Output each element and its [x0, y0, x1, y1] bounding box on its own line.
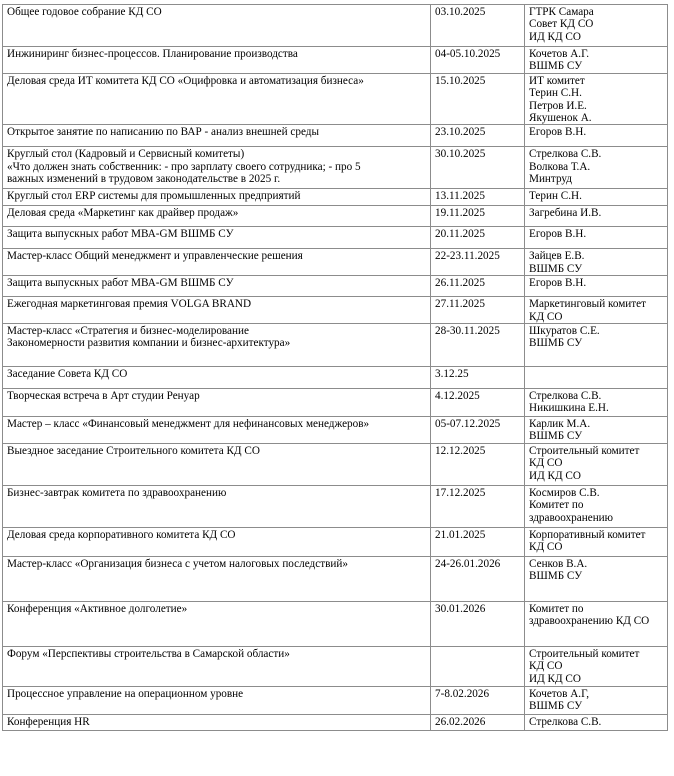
date-cell	[431, 646, 525, 686]
event-cell	[3, 47, 431, 74]
responsible-cell	[525, 646, 668, 686]
responsible-cell	[525, 556, 668, 601]
table-row	[3, 527, 668, 556]
table-row	[3, 714, 668, 730]
responsible-cell	[525, 601, 668, 646]
table-row	[3, 227, 668, 249]
date-cell	[431, 189, 525, 206]
event-text: Круглый стол (Кадровый и Сервисный комитеты)	[7, 148, 245, 161]
table-row	[3, 73, 668, 125]
responsible-text: Строительный комитет	[529, 444, 640, 457]
responsible-text: Строительный комитет	[529, 647, 640, 660]
event-text: Мастер-класс «Организация бизнеса с учетом налоговых последствий»	[7, 557, 348, 570]
table-row	[3, 189, 668, 206]
date-cell	[431, 485, 525, 527]
responsible-text: Карлик М.А.	[529, 418, 591, 431]
event-cell	[3, 527, 431, 556]
responsible-text: Егоров В.Н.	[529, 126, 587, 139]
responsible-text: ИД КД СО	[529, 30, 581, 43]
responsible-text: Шкуратов С.Е.	[529, 325, 600, 338]
table-row	[3, 206, 668, 227]
events-table-body	[3, 5, 668, 731]
responsible-cell	[525, 443, 668, 485]
responsible-cell	[525, 417, 668, 444]
event-cell	[3, 147, 431, 189]
date-cell	[431, 297, 525, 324]
table-row	[3, 147, 668, 189]
date-text: 12.12.2025	[435, 444, 486, 457]
event-cell	[3, 5, 431, 47]
date-cell	[431, 417, 525, 444]
event-cell	[3, 389, 431, 417]
table-row	[3, 556, 668, 601]
date-cell	[431, 324, 525, 367]
event-cell	[3, 125, 431, 147]
event-cell	[3, 276, 431, 297]
event-text: Открытое занятие по написанию по ВАР - анализ внешней среды	[7, 126, 319, 139]
date-text: 20.11.2025	[435, 228, 485, 241]
responsible-cell	[525, 147, 668, 189]
responsible-text: ВШМБ СУ	[529, 570, 583, 583]
responsible-cell	[525, 686, 668, 714]
responsible-text: Якушенок А.	[529, 112, 592, 125]
responsible-text: ИТ комитет	[529, 74, 585, 87]
date-cell	[431, 206, 525, 227]
event-text: Мастер-класс Общий менеджмент и управленческие решения	[7, 250, 303, 263]
responsible-text: ВШМБ СУ	[529, 430, 583, 443]
date-text: 05-07.12.2025	[435, 418, 501, 431]
event-text: Мастер – класс «Финансовый менеджмент для нефинансовых менеджеров»	[7, 418, 370, 431]
date-text: 22-23.11.2025	[435, 250, 500, 263]
date-cell	[431, 5, 525, 47]
event-text: Деловая среда ИТ комитета КД СО «Оцифровка и автоматизация бизнеса»	[7, 74, 364, 87]
date-text: 15.10.2025	[435, 74, 486, 87]
date-cell	[431, 47, 525, 74]
responsible-cell	[525, 47, 668, 74]
date-text: 28-30.11.2025	[435, 325, 500, 338]
event-cell	[3, 227, 431, 249]
table-row	[3, 125, 668, 147]
date-text: 30.10.2025	[435, 148, 486, 161]
responsible-cell	[525, 276, 668, 297]
table-row	[3, 686, 668, 714]
responsible-text: ГТРК Самара	[529, 6, 594, 18]
date-text: 19.11.2025	[435, 207, 485, 220]
event-cell	[3, 417, 431, 444]
responsible-cell	[525, 73, 668, 125]
event-text: Защита выпускных работ МВА-GM ВШМБ СУ	[7, 228, 234, 241]
responsible-text: Кочетов А.Г.	[529, 48, 590, 60]
date-text: 23.10.2025	[435, 126, 486, 139]
event-text: Общее годовое собрание КД СО	[7, 6, 162, 18]
date-text: 3.12.25	[435, 368, 469, 381]
date-cell	[431, 443, 525, 485]
responsible-text: Волкова Т.А.	[529, 160, 591, 173]
responsible-text: ИД КД СО	[529, 469, 581, 482]
table-row	[3, 485, 668, 527]
responsible-text: Минтруд	[529, 173, 572, 186]
event-cell	[3, 297, 431, 324]
responsible-cell	[525, 189, 668, 206]
date-cell	[431, 227, 525, 249]
table-row	[3, 249, 668, 276]
event-cell	[3, 206, 431, 227]
date-cell	[431, 527, 525, 556]
responsible-text: Зайцев Е.В.	[529, 250, 585, 263]
event-text: Процессное управление на операционном уровне	[7, 687, 244, 700]
date-cell	[431, 276, 525, 297]
event-text: Творческая встреча в Арт студии Ренуар	[7, 390, 200, 403]
event-text: Деловая среда «Маркетинг как драйвер продаж»	[7, 207, 239, 220]
table-row	[3, 47, 668, 74]
event-cell	[3, 601, 431, 646]
table-row	[3, 276, 668, 297]
responsible-text: Петров И.Е.	[529, 99, 587, 112]
responsible-text: Никишкина Е.Н.	[529, 402, 609, 415]
event-text: Круглый стол ERP системы для промышленных предприятий	[7, 190, 301, 203]
date-cell	[431, 714, 525, 730]
responsible-text: Маркетинговый комитет	[529, 298, 647, 311]
responsible-cell	[525, 324, 668, 367]
responsible-text: Сенков В.А.	[529, 557, 588, 570]
table-row	[3, 417, 668, 444]
responsible-text: ВШМБ СУ	[529, 700, 583, 713]
date-text: 17.12.2025	[435, 486, 486, 499]
table-row	[3, 367, 668, 389]
date-cell	[431, 686, 525, 714]
responsible-text: ВШМБ СУ	[529, 60, 583, 73]
date-cell	[431, 556, 525, 601]
event-cell	[3, 686, 431, 714]
event-text: важных изменений в трудовом законодательстве в 2025 г.	[7, 173, 281, 186]
responsible-text: здравоохранению КД СО	[529, 615, 650, 628]
date-cell	[431, 125, 525, 147]
event-text: Конференция «Активное долголетие»	[7, 602, 188, 615]
event-cell	[3, 714, 431, 730]
responsible-text: КД СО	[529, 541, 563, 554]
table-row	[3, 443, 668, 485]
responsible-cell	[525, 297, 668, 324]
event-cell	[3, 367, 431, 389]
date-text: 13.11.2025	[435, 190, 485, 203]
responsible-text: Егоров В.Н.	[529, 277, 587, 290]
date-text: 03.10.2025	[435, 6, 486, 18]
event-cell	[3, 189, 431, 206]
date-cell	[431, 249, 525, 276]
responsible-cell	[525, 206, 668, 227]
event-cell	[3, 646, 431, 686]
event-cell	[3, 443, 431, 485]
responsible-cell	[525, 125, 668, 147]
event-cell	[3, 485, 431, 527]
table-row	[3, 5, 668, 47]
date-text: 21.01.2025	[435, 528, 486, 541]
responsible-text: Егоров В.Н.	[529, 228, 587, 241]
date-text: 30.01.2026	[435, 602, 486, 615]
responsible-text: КД СО	[529, 310, 563, 323]
date-text: 4.12.2025	[435, 390, 480, 403]
responsible-cell	[525, 485, 668, 527]
event-text: Деловая среда корпоративного комитета КД СО	[7, 528, 236, 541]
responsible-cell	[525, 389, 668, 417]
table-row	[3, 389, 668, 417]
responsible-text: Терин С.Н.	[529, 190, 582, 203]
responsible-text: Корпоративный комитет	[529, 528, 646, 541]
date-text: 7-8.02.2026	[435, 687, 490, 700]
responsible-text: КД СО	[529, 660, 563, 673]
event-text: Закономерности развития компании и бизнес-архитектура»	[7, 337, 291, 350]
date-text: 04-05.10.2025	[435, 48, 501, 60]
table-row	[3, 324, 668, 367]
table-row	[3, 646, 668, 686]
date-text: 24-26.01.2026	[435, 557, 501, 570]
event-text: «Что должен знать собственник: - про зарплату своего сотрудника; - про 5	[7, 160, 361, 173]
responsible-text: Космиров С.В.	[529, 486, 600, 499]
event-text: Выездное заседание Строительного комитета КД СО	[7, 444, 260, 457]
responsible-text: Совет КД СО	[529, 18, 594, 31]
event-text: Конференция HR	[7, 715, 90, 728]
responsible-cell	[525, 367, 668, 389]
events-table	[2, 4, 668, 731]
event-text: Мастер-класс «Стратегия и бизнес-моделирование	[7, 325, 249, 338]
event-cell	[3, 249, 431, 276]
date-cell	[431, 389, 525, 417]
event-text: Защита выпускных работ МВА-GM ВШМБ СУ	[7, 277, 234, 290]
responsible-text: Терин С.Н.	[529, 87, 582, 100]
responsible-text: Стрелкова С.В.	[529, 715, 602, 728]
event-cell	[3, 556, 431, 601]
responsible-text: ИД КД СО	[529, 672, 581, 685]
event-text: Заседание Совета КД СО	[7, 368, 128, 381]
table-row	[3, 297, 668, 324]
responsible-text: Кочетов А.Г,	[529, 687, 590, 700]
event-cell	[3, 324, 431, 367]
responsible-cell	[525, 527, 668, 556]
responsible-text: Стрелкова С.В.	[529, 148, 602, 161]
date-text: 27.11.2025	[435, 298, 485, 311]
table-row	[3, 601, 668, 646]
responsible-cell	[525, 5, 668, 47]
responsible-text: Комитет по	[529, 602, 584, 615]
responsible-text: здравоохранению	[529, 511, 614, 524]
date-text: 26.11.2025	[435, 277, 485, 290]
responsible-text: ВШМБ СУ	[529, 262, 583, 275]
date-cell	[431, 73, 525, 125]
responsible-text: КД СО	[529, 457, 563, 470]
responsible-cell	[525, 227, 668, 249]
date-cell	[431, 367, 525, 389]
responsible-text: ВШМБ СУ	[529, 337, 583, 350]
event-text: Ежегодная маркетинговая премия VOLGA BRAND	[7, 298, 252, 311]
date-cell	[431, 601, 525, 646]
event-text: Инжиниринг бизнес-процессов. Планирование производства	[7, 48, 298, 60]
event-cell	[3, 73, 431, 125]
date-text: 26.02.2026	[435, 715, 486, 728]
responsible-text: Комитет по	[529, 499, 584, 512]
responsible-text: Стрелкова С.В.	[529, 390, 602, 403]
event-text: Бизнес-завтрак комитета по здравоохранению	[7, 486, 227, 499]
date-cell	[431, 147, 525, 189]
responsible-cell	[525, 714, 668, 730]
responsible-cell	[525, 249, 668, 276]
responsible-text: Загребина И.В.	[529, 207, 602, 220]
event-text: Форум «Перспективы строительства в Самарской области»	[7, 647, 290, 660]
